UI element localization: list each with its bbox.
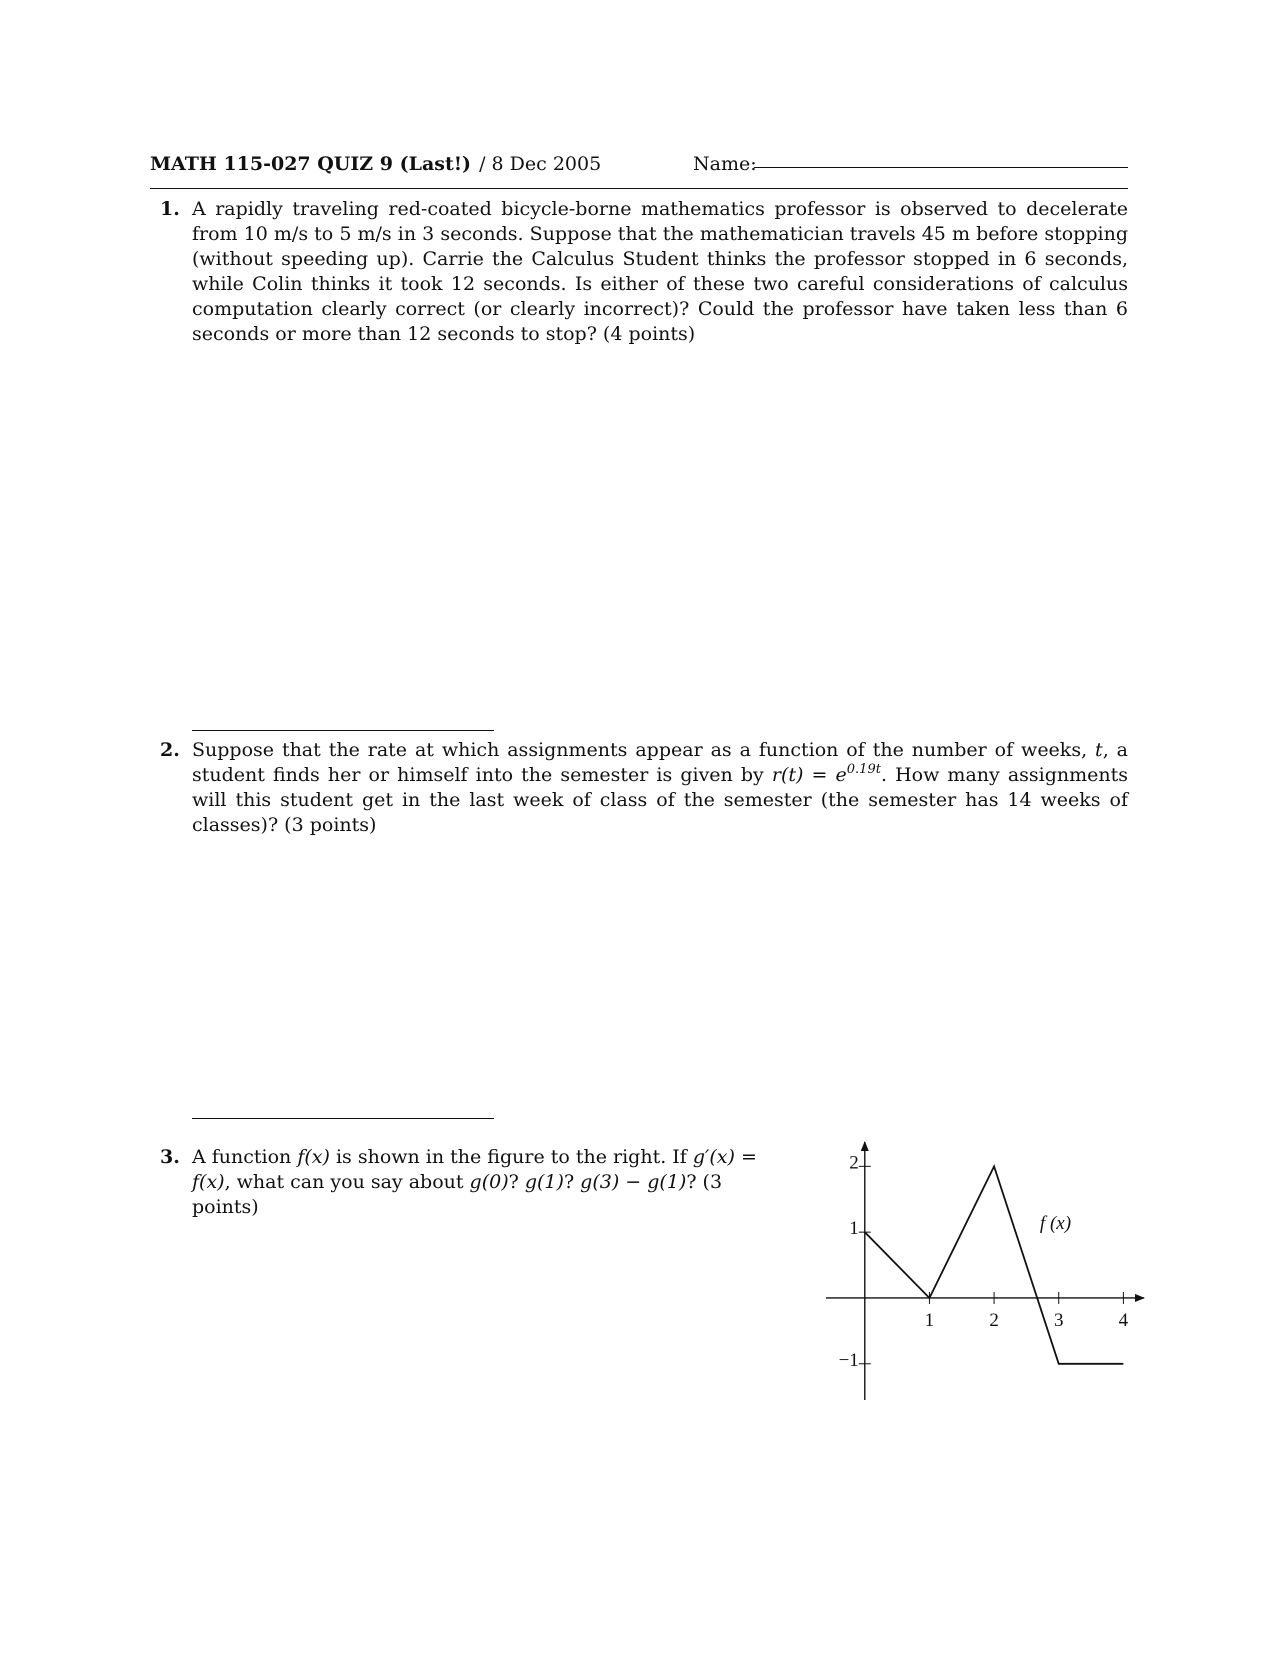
text-segment: . How many assignments will this student get in the last week of class of the semester (the semester has 14 weeks of classes)? (3 points) [192,764,1129,836]
problem-text [192,738,1128,838]
text-segment: Suppose that the rate at which assignments appear as a function of the number of weeks, [192,739,1096,761]
x-tick-label: 2 [989,1309,999,1331]
graph-canvas [826,1140,1146,1400]
math-exponent: 0.19t [846,762,881,777]
math-function: r(t) [771,764,804,786]
text-segment: ? [508,1171,525,1193]
math-function: f(x) [192,1171,225,1193]
text-segment: ? [563,1171,581,1193]
x-tick-label: 3 [1053,1309,1064,1331]
math-equals: = [734,1146,757,1168]
curve-label: f (x) [1039,1212,1072,1234]
problem-text [192,1145,780,1220]
x-tick-label: 4 [1118,1309,1129,1331]
math-base: e [835,764,847,786]
function-graph [826,1140,1146,1400]
answer-divider [192,1118,494,1119]
y-tick-label: −1 [838,1349,859,1371]
quiz-date: / 8 Dec 2005 [479,153,602,175]
problem-number: 3. [160,1146,180,1168]
text-segment: , what can you say about [224,1171,470,1193]
name-field-line[interactable] [754,167,1128,168]
quiz-header [150,152,1128,176]
curve-f-of-x [865,1166,1124,1363]
math-expression: g(0) [469,1171,509,1193]
y-tick-label: 2 [849,1152,859,1174]
problem-text: A rapidly traveling red-coated bicycle-borne mathematics professor is observed to decelerate from 10 m/s to 5 m/s in 3 seconds. Suppose that the mathematician travels 45 m before stopping (without speeding up). Carrie the Calculus Student thinks the professor stopped in 6 seconds, while Colin thinks it took 12 seconds. Is either of these two careful considerations of calculus computation clearly correct (or clearly incorrect)? Could the professor have taken less than 6 seconds or more than 12 seconds to stop? (4 points) [192,198,1128,345]
math-equals: = [803,764,836,786]
math-expression: g(3) − g(1) [580,1171,687,1193]
problem-3 [160,1145,780,1220]
text-segment: , a student finds her or himself into the semester is given by [192,739,1128,786]
problem-number: 1. [160,198,180,220]
header-divider [150,188,1128,189]
math-variable: t [1095,739,1103,761]
math-function: g′(x) [692,1146,735,1168]
problem-1 [160,197,1128,347]
quiz-title: MATH 115-027 QUIZ 9 (Last!) [150,153,472,175]
x-tick-label: 1 [924,1309,935,1331]
name-label: Name: [693,153,757,175]
text-segment: is shown in the figure to the right. If [329,1146,693,1168]
text-segment: A function [192,1146,298,1168]
text-segment: ? (3 points) [192,1171,723,1218]
math-function: f(x) [297,1146,330,1168]
problem-2 [160,738,1128,838]
answer-divider [192,730,494,731]
y-tick-label: 1 [849,1218,859,1240]
math-expression: g(1) [524,1171,564,1193]
problem-number: 2. [160,739,180,761]
